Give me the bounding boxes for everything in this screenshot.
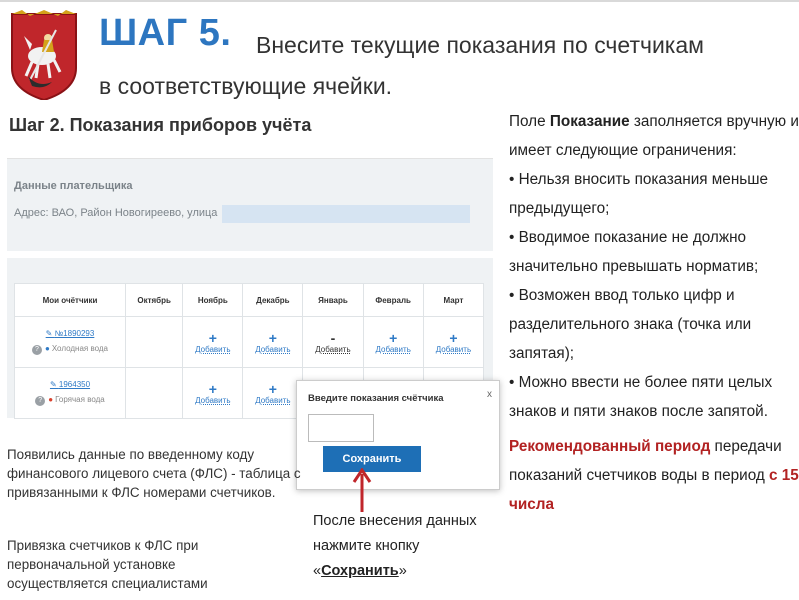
add-link[interactable]: Добавить (435, 344, 472, 354)
popup-title: Введите показания счётчика (308, 393, 444, 404)
note-fls-data: Появились данные по введенному коду финансового лицевого счета (ФЛС) - таблица с привязанными к ФЛС номерами счетчиков. (7, 447, 301, 500)
reading-cell-empty (126, 368, 183, 419)
meter-type: ? ● Горячая вода (16, 395, 124, 406)
payer-panel (7, 159, 493, 251)
add-link[interactable]: Добавить (195, 344, 231, 354)
reading-cell[interactable] (423, 317, 483, 368)
address-redacted-block (222, 205, 470, 223)
reading-cell[interactable] (183, 368, 243, 419)
reading-cell[interactable] (183, 317, 243, 368)
reading-input[interactable] (308, 414, 374, 442)
save-button[interactable]: Сохранить (323, 446, 421, 472)
rule-item: • Вводимое показание не должно значительно превышать норматив; (509, 229, 759, 275)
requirements-panel (509, 107, 799, 519)
help-icon[interactable]: ? (35, 396, 45, 406)
plus-icon[interactable]: + (208, 380, 217, 397)
column-header: Март (423, 284, 483, 317)
step-instruction-line1: Внесите текущие показания по счетчикам (256, 32, 704, 58)
add-link[interactable]: Добавить (375, 344, 411, 354)
table-header-row (15, 284, 484, 317)
screenshot-title: Шаг 2. Показания приборов учёта (9, 115, 312, 135)
reading-cell-empty (126, 317, 183, 368)
moscow-coat-of-arms-icon (8, 10, 80, 102)
rule-item: • Можно ввести не более пяти целых знаков и пяти знаков после запятой. (509, 374, 773, 420)
plus-icon[interactable]: + (449, 329, 458, 346)
meter-cell (15, 368, 126, 419)
plus-icon[interactable]: + (268, 380, 277, 397)
save-emphasis: Сохранить (321, 563, 399, 579)
water-drop-icon: ● (44, 344, 50, 353)
payer-address: Адрес: ВАО, Район Новогиреево, улица (14, 207, 218, 219)
plus-icon[interactable]: + (389, 329, 398, 346)
water-drop-icon: ● (48, 395, 54, 404)
meter-cell (15, 317, 126, 368)
column-header: Ноябрь (183, 284, 243, 317)
column-header: Декабрь (243, 284, 303, 317)
reading-cell[interactable] (303, 317, 363, 368)
reading-cell[interactable] (363, 317, 423, 368)
reading-field-intro: Поле Показание заполняется вручную и имеет следующие ограничения: (509, 113, 799, 159)
minus-icon[interactable]: - (330, 329, 336, 346)
add-link[interactable]: Добавить (255, 395, 291, 405)
add-link[interactable]: Добавить (195, 395, 231, 405)
plus-icon[interactable]: + (268, 329, 277, 346)
column-header: Январь (303, 284, 363, 317)
step-instruction-line2: в соответствующие ячейки. (99, 73, 393, 99)
column-header: Октябрь (126, 284, 183, 317)
help-icon[interactable]: ? (32, 345, 42, 355)
add-link[interactable]: Добавить (315, 344, 351, 354)
add-link[interactable]: Добавить (255, 344, 291, 354)
reading-cell[interactable] (243, 317, 303, 368)
recommended-period: Рекомендованный период передачи показаний счетчиков воды в период с 15 числа (509, 438, 799, 513)
reading-cell[interactable] (243, 368, 303, 419)
rule-item: • Нельзя вносить показания меньше предыдущего; (509, 171, 769, 217)
column-header: Февраль (363, 284, 423, 317)
meter-number-link[interactable]: ✎ №1890293 (45, 329, 95, 338)
meter-number-link[interactable]: ✎ 1964350 (49, 380, 91, 389)
plus-icon[interactable]: + (208, 329, 217, 346)
meter-type: ? ● Холодная вода (16, 344, 124, 355)
step-title: ШАГ 5. (99, 12, 232, 54)
arrow-up-icon (352, 468, 372, 512)
close-icon[interactable]: x (487, 389, 492, 400)
note-press-save: После внесения данных нажмите кнопку «Сохранить» (313, 513, 477, 579)
rule-item: • Возможен ввод только цифр и разделительного знака (точка или запятая); (509, 287, 752, 362)
table-row (15, 317, 484, 368)
note-meter-binding: Привязка счетчиков к ФЛС при первоначальной установке осуществляется специалистами (7, 538, 208, 591)
column-header: Мои очётчики (15, 284, 126, 317)
reading-popup (296, 380, 500, 490)
payer-heading: Данные плательщика (14, 180, 133, 192)
top-divider (0, 0, 799, 2)
